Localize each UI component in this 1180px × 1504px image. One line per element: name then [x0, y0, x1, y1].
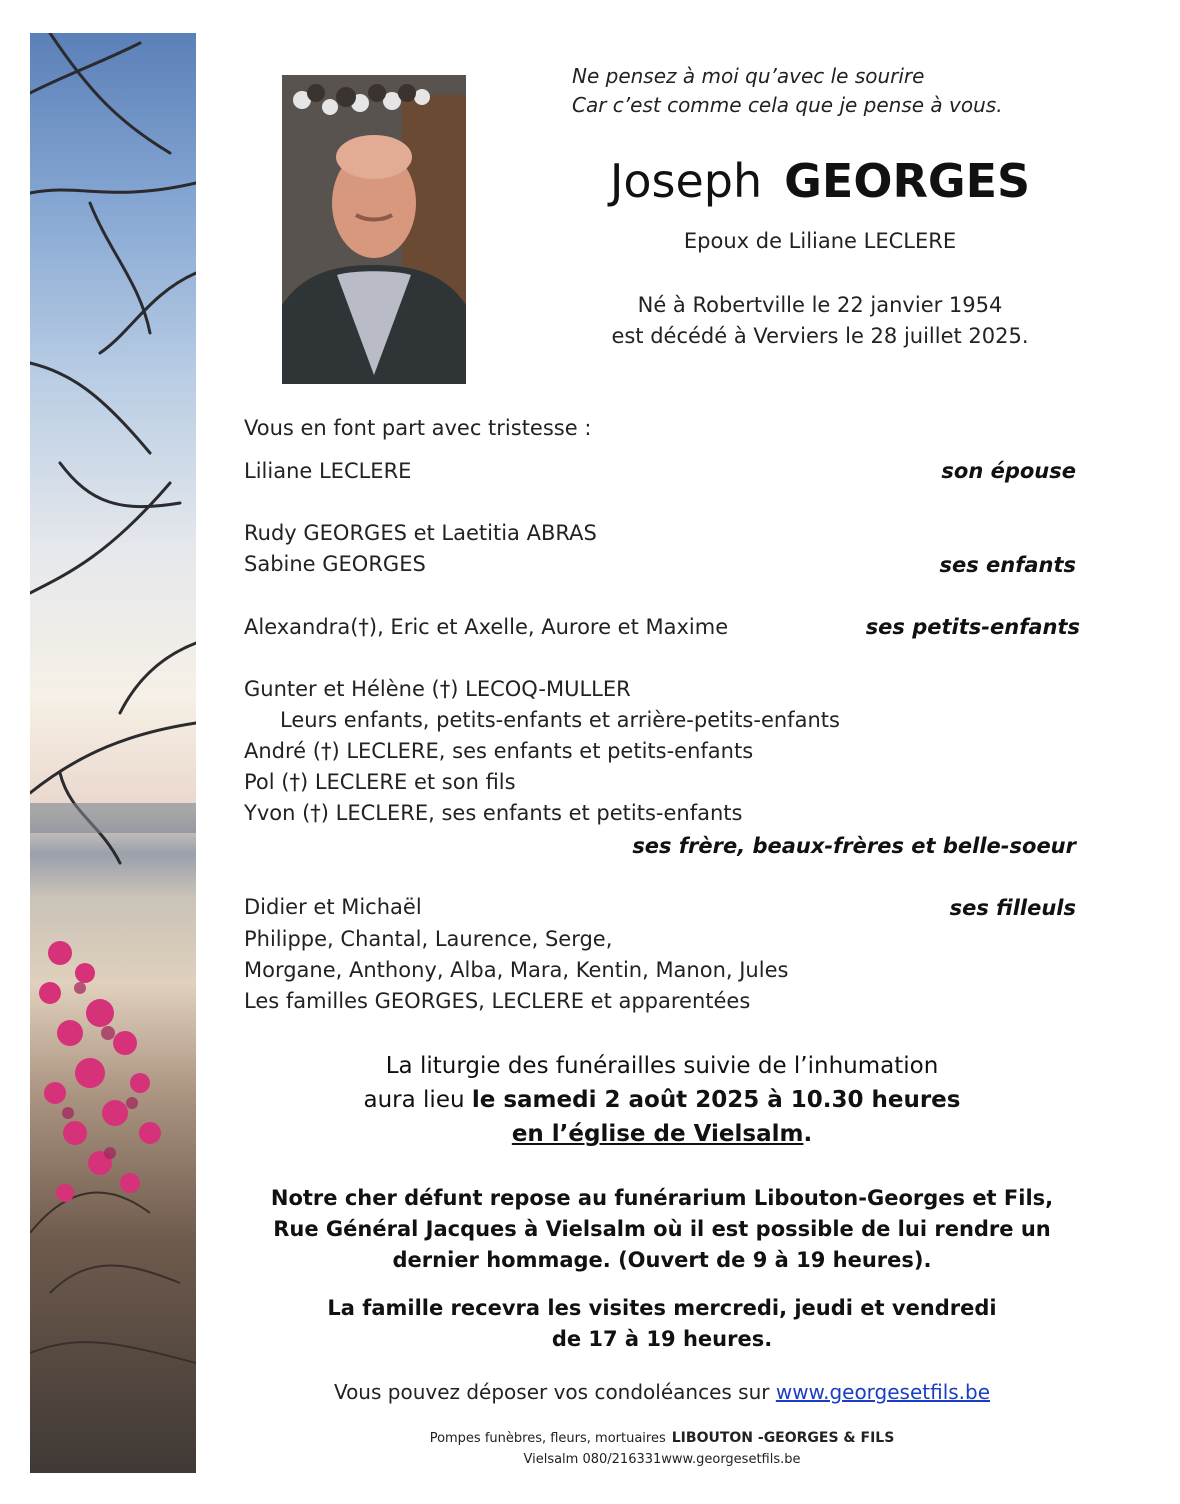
relation-label: ses petits-enfants: [865, 615, 1080, 639]
repose-line: Rue Général Jacques à Vielsalm où il est possible de lui rendre un: [273, 1217, 1051, 1241]
decorative-banner-image: [30, 33, 196, 1473]
last-name: GEORGES: [784, 154, 1031, 208]
death-line: est décédé à Verviers le 28 juillet 2025.: [611, 324, 1029, 348]
family-member: Leurs enfants, petits-enfants et arrière-petits-enfants: [280, 708, 840, 732]
footer-services-text: Pompes funèbres, fleurs, mortuaires: [429, 1431, 666, 1446]
visits-line: La famille recevra les visites mercredi, jeudi et vendredi: [327, 1296, 997, 1320]
family-member: Morgane, Anthony, Alba, Mara, Kentin, Manon, Jules: [244, 958, 789, 982]
portrait-illustration: [282, 75, 466, 384]
liturgy-line: La liturgie des funérailles suivie de l’inhumation: [385, 1053, 939, 1079]
visits-line: de 17 à 19 heures.: [551, 1327, 773, 1351]
repose-line: dernier hommage. (Ouvert de 9 à 19 heures).: [392, 1248, 932, 1272]
family-member: Alexandra(†), Eric et Axelle, Aurore et Maxime: [244, 615, 729, 639]
family-member: Yvon (†) LECLERE, ses enfants et petits-enfants: [244, 801, 743, 825]
quote-line: Car c’est comme cela que je pense à vous.: [572, 93, 1003, 117]
footer-company: LIBOUTON -GEORGES & FILS: [671, 1430, 895, 1446]
first-name: Joseph: [609, 154, 763, 208]
footer-services: [244, 1430, 1080, 1446]
liturgy-line: [244, 1083, 1080, 1117]
liturgy-line: [244, 1117, 1080, 1151]
repose-line: Notre cher défunt repose au funérarium Libouton-Georges et Fils,: [270, 1186, 1054, 1210]
spouse-line: Epoux de Liliane LECLERE: [683, 229, 957, 253]
family-member: André (†) LECLERE, ses enfants et petits-enfants: [244, 739, 754, 763]
relation-label: ses enfants: [939, 553, 1076, 577]
birth-line: Né à Robertville le 22 janvier 1954: [637, 293, 1003, 317]
condolences-info: [244, 1380, 1080, 1404]
announcement: Vous en font part avec tristesse :: [244, 416, 592, 440]
repose-info: [244, 1183, 1080, 1276]
liturgy-prefix: aura lieu: [363, 1087, 472, 1113]
deceased-name: [560, 152, 1080, 210]
liturgy-place: en l’église de Vielsalm: [511, 1121, 804, 1147]
relation-label: son épouse: [941, 459, 1076, 483]
liturgy-info: [244, 1049, 1080, 1151]
birth-death-info: [560, 290, 1080, 352]
quote-line: Ne pensez à moi qu’avec le sourire: [572, 64, 925, 88]
visits-info: [244, 1293, 1080, 1355]
liturgy-date: le samedi 2 août 2025 à 10.30 heures: [471, 1087, 961, 1113]
branches-illustration: [30, 33, 196, 1473]
liturgy-suffix: .: [803, 1121, 813, 1147]
family-member: Rudy GEORGES et Laetitia ABRAS: [244, 521, 597, 545]
memorial-quote: [572, 62, 1132, 120]
family-member: Gunter et Hélène (†) LECOQ-MULLER: [244, 677, 631, 701]
family-member: Didier et Michaël: [244, 895, 422, 919]
family-member: Sabine GEORGES: [244, 552, 426, 576]
family-member: Philippe, Chantal, Laurence, Serge,: [244, 927, 613, 951]
footer-contact: Vielsalm 080/216331www.georgesetfils.be: [523, 1452, 801, 1467]
relation-label: ses frère, beaux-frères et belle-soeur: [632, 834, 1076, 858]
condolences-text: Vous pouvez déposer vos condoléances sur: [333, 1380, 776, 1404]
family-member: Les familles GEORGES, LECLERE et apparentées: [244, 989, 751, 1013]
portrait-photo: [282, 75, 466, 384]
condolences-link[interactable]: www.georgesetfils.be: [775, 1380, 991, 1404]
family-member: Liliane LECLERE: [244, 459, 412, 483]
relation-label: ses filleuls: [949, 896, 1076, 920]
family-member: Pol (†) LECLERE et son fils: [244, 770, 516, 794]
